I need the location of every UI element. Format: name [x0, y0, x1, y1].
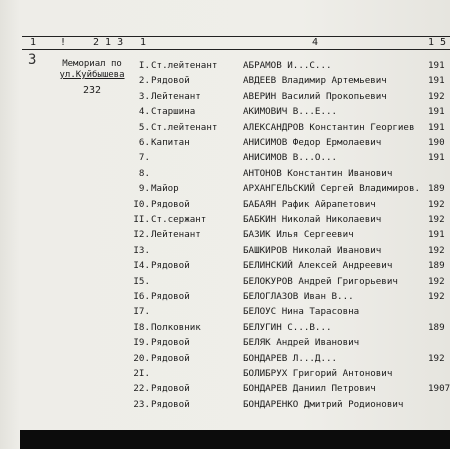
row-rank: Рядовой [151, 75, 190, 87]
row-name: БОНДАРЕНКО Дмитрий Родионович [243, 398, 404, 410]
row-birth-year: 192 [428, 244, 445, 256]
row-birth-year: 191 [428, 152, 445, 164]
row-number: 6. [138, 137, 150, 148]
row-number: I8. [133, 321, 150, 333]
row-number: I7. [133, 306, 150, 318]
row-rank: Рядовой [151, 337, 190, 349]
table-header-rule [22, 49, 450, 50]
row-rank: Полковник [151, 321, 201, 333]
handwritten-margin-mark: 3 [28, 52, 37, 68]
table-row [0, 320, 450, 335]
row-birth-year: 192 [428, 275, 445, 287]
table-row [0, 243, 450, 258]
row-birth-year: 191 [428, 75, 445, 87]
column-header-2: ! [60, 37, 67, 48]
row-birth-year: 190 [428, 137, 445, 148]
row-name: АНИСИМОВ В...О... [243, 152, 338, 164]
column-header-1: 1 [30, 37, 37, 48]
table-row [0, 73, 450, 88]
column-header-5: 4 [312, 37, 319, 48]
row-number: 9. [138, 183, 150, 195]
table-row [0, 227, 450, 242]
memorial-line-1: Мемориал по [62, 59, 122, 69]
table-row [0, 120, 450, 135]
row-birth-year: 191 [428, 60, 445, 71]
table-row [0, 166, 450, 181]
row-rank: Рядовой [151, 398, 190, 410]
row-number: II. [133, 214, 150, 225]
row-name: БЕЛУГИН С...В... [243, 321, 332, 333]
row-number: I4. [133, 260, 150, 272]
row-name: БЕЛОГЛАЗОВ Иван В... [243, 291, 354, 302]
row-birth-year: 189 [428, 183, 445, 195]
table-row [0, 351, 450, 366]
table-row [0, 212, 450, 227]
page-bottom-edge [20, 430, 450, 449]
row-birth-year: 189 [428, 321, 445, 333]
row-name: БАБАЯН Рафик Айрапетович [243, 198, 376, 210]
row-number: I3. [133, 244, 150, 256]
row-name: БЕЛОУС Нина Тарасовна [243, 306, 360, 318]
table-top-rule [22, 36, 450, 37]
row-name: АЛЕКСАНДРОВ Константин Георгиев [243, 121, 415, 133]
row-number: 8. [138, 167, 150, 179]
table-row [0, 381, 450, 396]
column-header-6: 1 5 [428, 37, 447, 48]
row-name: АВЕРИН Василий Прокопьевич [243, 90, 387, 102]
row-rank: Рядовой [151, 291, 190, 302]
row-name: БАЗИК Илья Сергеевич [243, 229, 354, 241]
memorial-line-2: ул.Куйбышева [59, 70, 125, 80]
row-number: I5. [133, 275, 150, 287]
row-birth-year: 192 [428, 90, 445, 102]
row-birth-year: 192 [428, 214, 445, 225]
row-birth-year: 192 [428, 198, 445, 210]
row-number: 23. [133, 398, 150, 410]
row-name: АРХАНГЕЛЬСКИЙ Сергей Владимиров. [243, 183, 421, 195]
row-birth-year: 189 [428, 260, 445, 272]
row-number: I6. [133, 291, 150, 302]
row-number: 2. [138, 75, 150, 87]
table-row [0, 197, 450, 212]
row-rank: Рядовой [151, 260, 190, 272]
column-header-3: 2 1 3 [93, 37, 124, 48]
row-name: АНИСИМОВ Федор Ермолаевич [243, 137, 382, 148]
row-birth-year: 191 [428, 121, 445, 133]
row-rank: Ст.сержант [151, 214, 207, 225]
row-name: БОЛИБРУХ Григорий Антонович [243, 368, 393, 379]
row-number: 22. [133, 383, 150, 395]
row-number: 20. [133, 352, 150, 364]
row-number: I0. [133, 198, 150, 210]
row-rank: Рядовой [151, 383, 190, 395]
table-row [0, 274, 450, 289]
row-birth-year: 191 [428, 106, 445, 118]
row-birth-year: 191 [428, 229, 445, 241]
table-row [0, 104, 450, 119]
row-rank: Рядовой [151, 352, 190, 364]
row-number: 3. [138, 90, 150, 102]
row-number: 2I. [133, 368, 150, 379]
row-name: АВДЕЕВ Владимир Артемьевич [243, 75, 387, 87]
row-name: БАШКИРОВ Николай Иванович [243, 244, 382, 256]
table-row [0, 258, 450, 273]
row-name: БЕЛИНСКИЙ Алексей Андреевич [243, 260, 393, 272]
row-rank: Майор [151, 183, 179, 195]
table-row [0, 366, 450, 381]
row-rank: Лейтенант [151, 229, 201, 241]
row-name: БЕЛЯК Андрей Иванович [243, 337, 360, 349]
row-name: БЕЛОКУРОВ Андрей Григорьевич [243, 275, 398, 287]
row-rank: Лейтенант [151, 90, 201, 102]
row-name: АКИМОВИЧ В...Е... [243, 106, 338, 118]
column-header-4: 1 [140, 37, 147, 48]
table-row [0, 304, 450, 319]
table-row [0, 397, 450, 412]
table-row [0, 89, 450, 104]
row-number: I. [138, 60, 150, 71]
memorial-number: 232 [82, 85, 102, 96]
table-row [0, 58, 450, 73]
row-name: БОНДАРЕВ Л...Д... [243, 352, 338, 364]
row-birth-year: 192 [428, 291, 445, 302]
row-rank: Ст.лейтенант [151, 60, 218, 71]
row-rank: Старшина [151, 106, 196, 118]
row-name: БАБКИН Николай Николаевич [243, 214, 382, 225]
table-row [0, 181, 450, 196]
row-rank: Ст.лейтенант [151, 121, 218, 133]
row-rank: Рядовой [151, 198, 190, 210]
row-number: 7. [138, 152, 150, 164]
table-row [0, 335, 450, 350]
row-number: I2. [133, 229, 150, 241]
row-number: I9. [133, 337, 150, 349]
row-name: БОНДАРЕВ Даниил Петрович [243, 383, 376, 395]
table-row [0, 150, 450, 165]
row-number: 4. [138, 106, 150, 118]
row-name: АБРАМОВ И...С... [243, 60, 332, 71]
table-row [0, 289, 450, 304]
table-row [0, 135, 450, 150]
row-birth-year: 192 [428, 352, 445, 364]
row-rank: Капитан [151, 137, 190, 148]
row-birth-year: 1907 [428, 383, 450, 395]
row-name: АНТОНОВ Константин Иванович [243, 167, 393, 179]
row-number: 5. [138, 121, 150, 133]
